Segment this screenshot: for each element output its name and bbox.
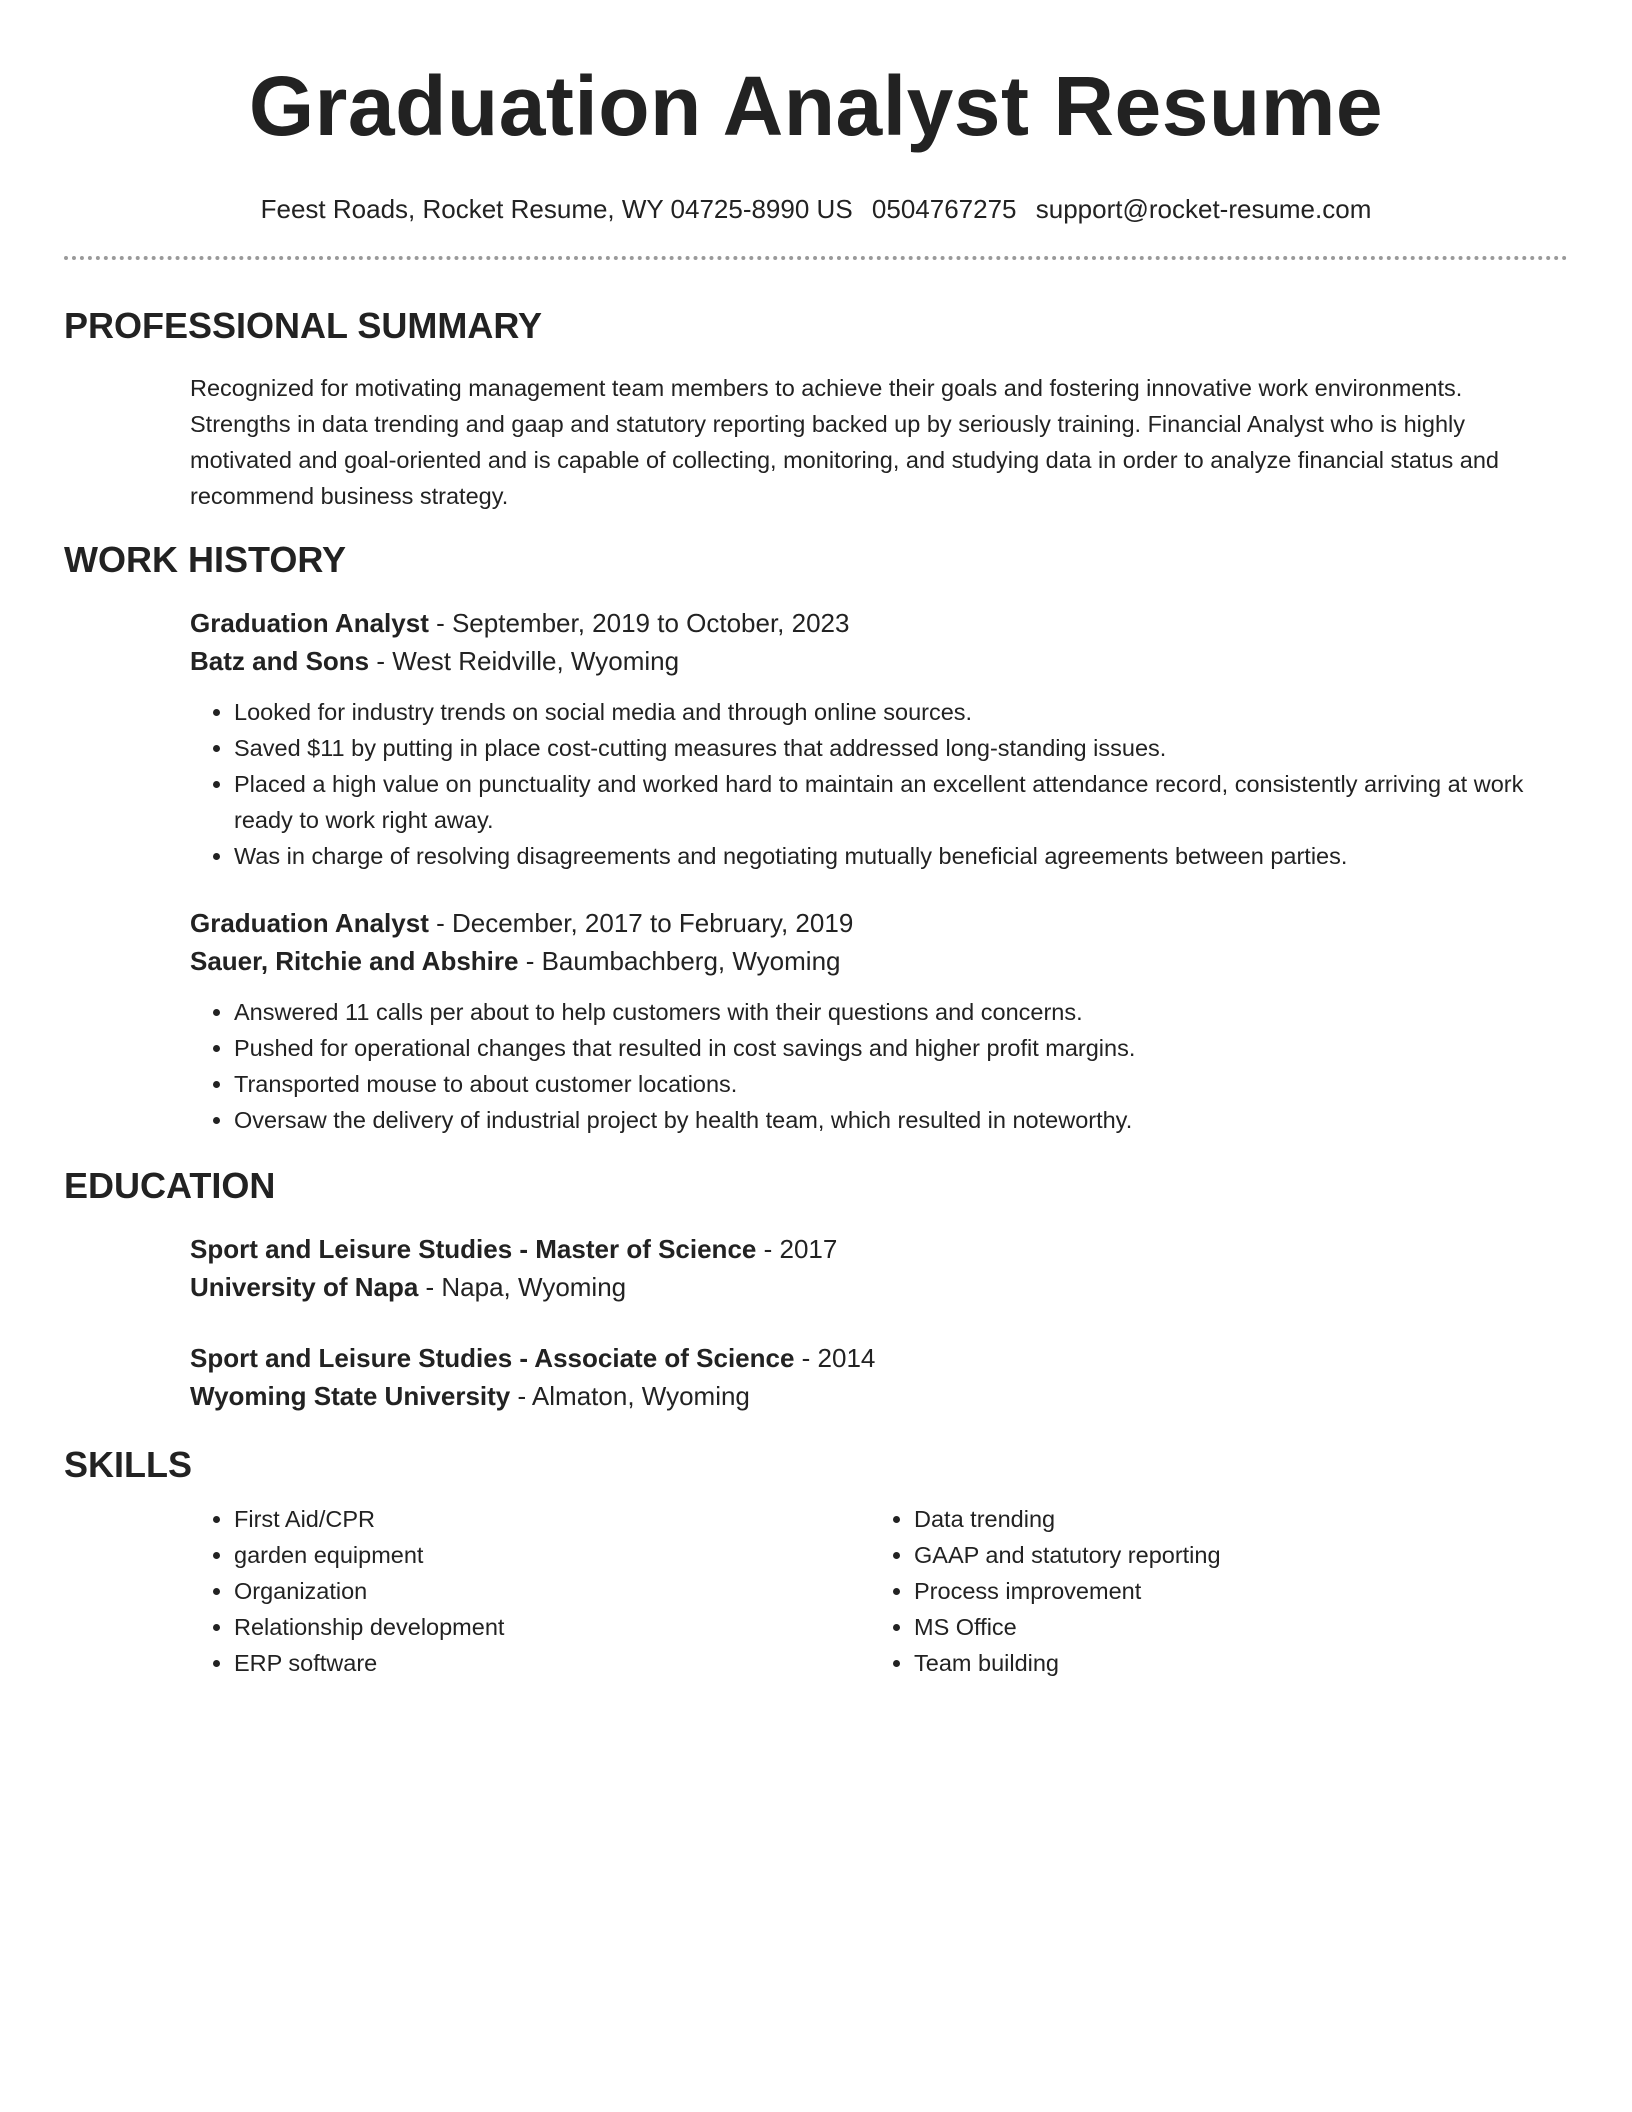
summary-section	[64, 304, 1568, 514]
job-title-line	[190, 904, 1568, 942]
skills-section	[64, 1443, 1568, 1681]
summary-body	[190, 370, 1568, 514]
education-entry	[190, 1339, 1568, 1415]
education-school: University of Napa	[190, 1272, 419, 1302]
skill-item: • GAAP and statutory reporting	[914, 1537, 1550, 1573]
skill-item: • Team building	[914, 1645, 1550, 1681]
skill-item: • Organization	[234, 1573, 870, 1609]
contact-line	[64, 192, 1568, 226]
job-location: - West Reidville, Wyoming	[369, 646, 680, 676]
job-bullet: • Pushed for operational changes that resulted in cost savings and higher profit margins.	[234, 1030, 1568, 1066]
job-title-line	[190, 604, 1568, 642]
education-body	[190, 1230, 1568, 1415]
skills-grid	[190, 1501, 1568, 1681]
job-title: Graduation Analyst	[190, 908, 429, 938]
work-section	[64, 538, 1568, 1138]
education-degree: Sport and Leisure Studies - Master of Science	[190, 1234, 757, 1264]
job-bullet: • Placed a high value on punctuality and worked hard to maintain an excellent attendance record, consistently arriving at work ready to work right away.	[234, 766, 1568, 838]
contact-email: support@rocket-resume.com	[1035, 194, 1372, 224]
education-year: - 2014	[794, 1343, 876, 1373]
skills-heading: SKILLS	[64, 1444, 193, 1485]
education-degree-line	[190, 1230, 1568, 1268]
job-bullet: • Transported mouse to about customer locations.	[234, 1066, 1568, 1102]
job-company-line	[190, 642, 1568, 680]
job-title: Graduation Analyst	[190, 608, 429, 638]
education-heading: EDUCATION	[64, 1165, 276, 1206]
summary-heading: PROFESSIONAL SUMMARY	[64, 305, 543, 346]
job-entry	[190, 604, 1568, 874]
job-bullet: • Answered 11 calls per about to help customers with their questions and concerns.	[234, 994, 1568, 1030]
education-location: - Napa, Wyoming	[418, 1272, 627, 1302]
education-degree-line	[190, 1339, 1568, 1377]
job-bullets	[190, 694, 1568, 874]
education-location: - Almaton, Wyoming	[510, 1381, 750, 1411]
header-divider	[64, 256, 1568, 260]
job-bullet: • Saved $11 by putting in place cost-cutting measures that addressed long-standing issues.	[234, 730, 1568, 766]
education-degree: Sport and Leisure Studies - Associate of Science	[190, 1343, 795, 1373]
work-heading: WORK HISTORY	[64, 539, 347, 580]
contact-address: Feest Roads, Rocket Resume, WY 04725-8990 US	[260, 194, 853, 224]
education-year: - 2017	[756, 1234, 838, 1264]
skill-item: • garden equipment	[234, 1537, 870, 1573]
resume-title: Graduation Analyst Resume	[248, 59, 1384, 153]
skills-column-right	[870, 1501, 1550, 1681]
job-bullets	[190, 994, 1568, 1138]
skill-item: • Relationship development	[234, 1609, 870, 1645]
skill-item: • ERP software	[234, 1645, 870, 1681]
job-company: Batz and Sons	[190, 646, 370, 676]
job-company-line	[190, 942, 1568, 980]
skill-item: • Process improvement	[914, 1573, 1550, 1609]
education-school-line	[190, 1268, 1568, 1306]
job-dates: - December, 2017 to February, 2019	[428, 908, 854, 938]
job-bullet: • Oversaw the delivery of industrial project by health team, which resulted in noteworthy.	[234, 1102, 1568, 1138]
education-school-line	[190, 1377, 1568, 1415]
job-company: Sauer, Ritchie and Abshire	[190, 946, 519, 976]
education-school: Wyoming State University	[190, 1381, 511, 1411]
contact-phone: 0504767275	[871, 194, 1017, 224]
education-section	[64, 1164, 1568, 1415]
skill-item: • First Aid/CPR	[234, 1501, 870, 1537]
education-entry	[190, 1230, 1568, 1306]
job-dates: - September, 2019 to October, 2023	[428, 608, 850, 638]
work-body	[190, 604, 1568, 1138]
summary-text: Recognized for motivating management team members to achieve their goals and fostering innovative work environments. Strengths in data trending and gaap and statutory reporting backed up by seriously training. Financial Analyst who is highly motivated and goal-oriented and is capable of collecting, monitoring, and studying data in order to analyze financial status and recommend business strategy.	[190, 375, 1499, 509]
job-entry	[190, 904, 1568, 1138]
skill-item: • MS Office	[914, 1609, 1550, 1645]
skills-column-left	[190, 1501, 870, 1681]
job-bullet: • Was in charge of resolving disagreements and negotiating mutually beneficial agreements between parties.	[234, 838, 1568, 874]
skill-item: • Data trending	[914, 1501, 1550, 1537]
job-location: - Baumbachberg, Wyoming	[518, 946, 841, 976]
job-bullet: • Looked for industry trends on social media and through online sources.	[234, 694, 1568, 730]
